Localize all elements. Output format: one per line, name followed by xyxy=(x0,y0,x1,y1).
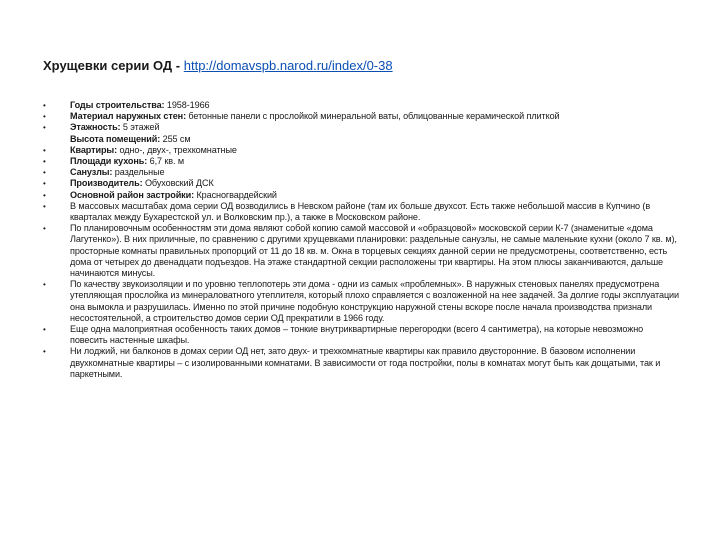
bullet-icon: • xyxy=(43,145,46,155)
bullet-icon: • xyxy=(43,168,46,178)
bullet-icon: • xyxy=(43,101,46,110)
title-text: Хрущевки серии ОД - xyxy=(43,58,184,73)
list-item xyxy=(43,201,683,223)
item-sub-value: 255 см xyxy=(160,133,191,144)
item-label: Квартиры: xyxy=(70,144,118,155)
item-label: Производитель: xyxy=(70,178,143,189)
bullet-icon: • xyxy=(43,157,46,167)
bullet-icon: • xyxy=(43,190,46,200)
list-item xyxy=(43,190,683,201)
item-label: Площади кухонь: xyxy=(70,156,148,167)
list-item xyxy=(43,156,683,167)
item-value: 5 этажей xyxy=(120,122,160,133)
item-label: Основной район застройки: xyxy=(70,189,195,200)
list-item xyxy=(43,279,683,324)
list-item xyxy=(43,122,683,144)
list-item xyxy=(43,100,683,111)
item-value: раздельные xyxy=(112,167,165,178)
list-item xyxy=(43,111,683,122)
list-item xyxy=(43,178,683,189)
item-value: По качеству звукоизоляции и по уровню теплопотерь эти дома - одни из самых «проблемных». В наружных стеновых панелях предусмотрена утепляющая прослойка из минераловатного утеплителя, который плохо справляется с возложенной на нее задачей. За долгие годы эксплуатации она вымокла и разрушилась. Именно по этой причине подобную конструкцию наружной стены вскоре после начала производства признали несостоятельной, а строительство домов серии ОД прекратили в 1966 году. xyxy=(70,279,680,323)
item-value: Красногвардейский xyxy=(194,189,277,200)
list-item xyxy=(43,324,683,346)
item-label: Этажность: xyxy=(70,122,121,133)
item-sub-label: Высота помещений: xyxy=(70,133,161,144)
source-link[interactable]: http://domavspb.narod.ru/index/0-38 xyxy=(183,58,393,73)
bullet-icon: • xyxy=(43,201,46,211)
item-value: одно-, двух-, трехкомнатные xyxy=(117,144,237,155)
item-label: Годы строительства: xyxy=(70,100,165,110)
list-item xyxy=(43,167,683,178)
bullet-icon: • xyxy=(43,325,46,335)
item-value: По планировочным особенностям эти дома являют собой копию самой массовой и «образцовой» московской серии К-7 (знаменитые «дома Лагутенко»). В них приличные, по сравнению с другими хрущевками планировки: раздельные санузлы, не самые маленькие кухни (около 7 кв. м), просторные комнаты правильных пропорций от 11 до 18 кв. м. Окна в торцевых секциях данной серии не предусмотрены, соответственно, есть дома от четырех до двенадцати подъездов. На этаже стандартной секции расположены три квартиры. На этом плюсы заканчиваются, дальше начинаются минусы. xyxy=(70,223,677,279)
bullet-icon: • xyxy=(43,112,46,122)
item-label: Материал наружных стен: xyxy=(70,111,186,122)
list-item xyxy=(43,346,683,380)
item-value: Обуховский ДСК xyxy=(142,178,214,189)
item-label: Санузлы: xyxy=(70,167,113,178)
page-title xyxy=(43,58,393,73)
item-sub-line xyxy=(70,134,683,145)
list-item xyxy=(43,223,683,279)
list-item xyxy=(43,145,683,156)
bullet-icon: • xyxy=(43,347,46,357)
bullet-icon: • xyxy=(43,179,46,189)
bullet-icon: • xyxy=(43,224,46,234)
bullet-icon: • xyxy=(43,123,46,133)
item-value: бетонные панели с прослойкой минеральной ваты, облицованные керамической плиткой xyxy=(186,111,560,122)
item-value: 6,7 кв. м xyxy=(147,156,185,167)
item-value: 1958-1966 xyxy=(164,100,210,110)
item-value: Еще одна малоприятная особенность таких домов – тонкие внутриквартирные перегородки (всего 4 сантиметра), на которые невозможно повесить настенные шкафы. xyxy=(70,324,644,346)
bullet-list xyxy=(43,100,683,380)
bullet-icon: • xyxy=(43,280,46,290)
item-value: Ни лоджий, ни балконов в домах серии ОД нет, зато двух- и трехкомнатные квартиры как правило двусторонние. В базовом исполнении двухкомнатные квартиры – с изолированными комнатами. В зависимости от года постройки, полы в комнатах могут быть как дощатыми, так и паркетными. xyxy=(70,346,661,379)
item-value: В массовых масштабах дома серии ОД возводились в Невском районе (там их больше двухсот. Есть также небольшой массив в Купчино (в кварталах между Бухарестской ул. и Волковским пр.), а также в Московском районе. xyxy=(70,200,651,223)
